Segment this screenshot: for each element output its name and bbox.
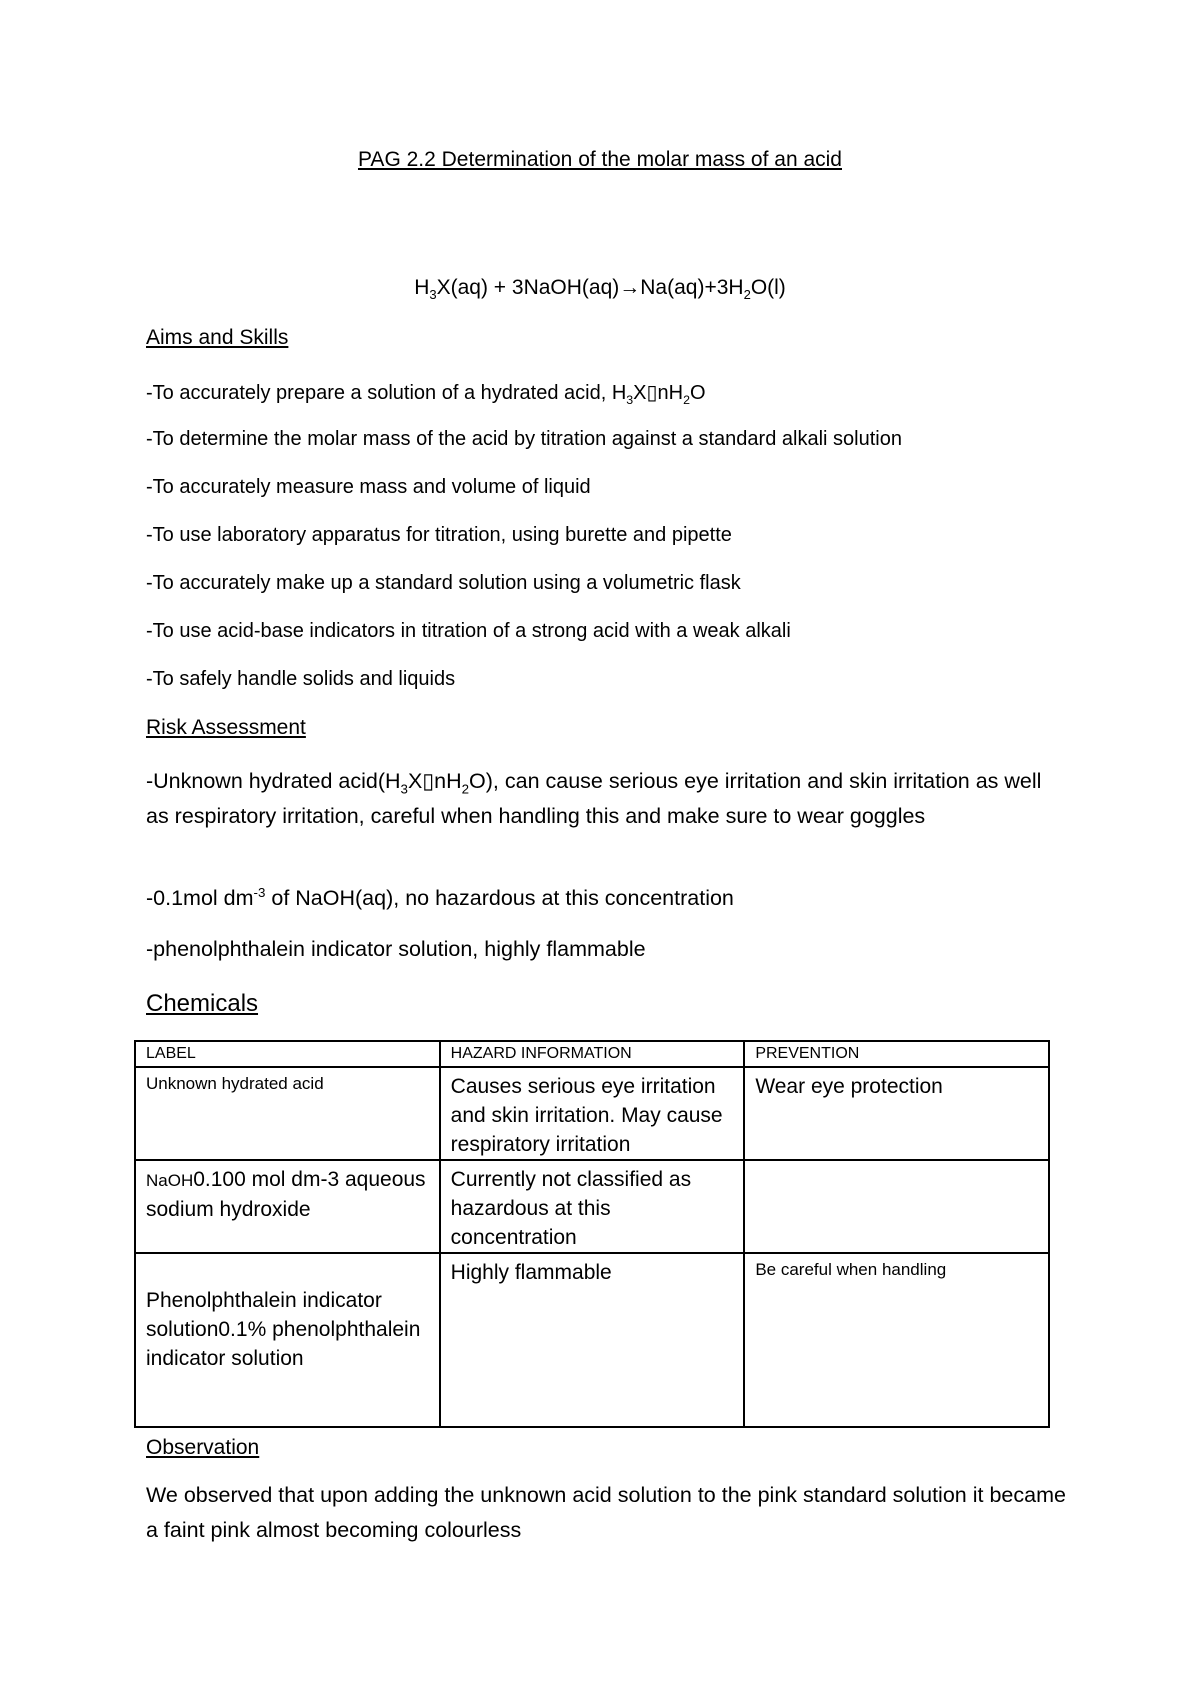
document-title: PAG 2.2 Determination of the molar mass of an acid (357, 148, 842, 171)
column-header: LABEL (135, 1041, 440, 1067)
table-header-row (135, 1041, 1049, 1067)
aim-item: -To use acid-base indicators in titration of a strong acid with a weak alkali (146, 620, 791, 642)
risk-item: -Unknown hydrated $acid(H_3X▯nH_2O)$, can cause serious eye irritation and skin irritation as well as respiratory irritation, careful when handling this and make sure to wear goggles (146, 769, 1042, 828)
table-row (135, 1160, 1049, 1253)
aims-heading: Aims and Skills (146, 326, 289, 349)
risk-item: -phenolphthalein indicator solution, highly flammable (146, 937, 646, 961)
prevention-cell (744, 1160, 1049, 1253)
aim-item: -To accurately measure mass and volume of liquid (146, 476, 591, 498)
aim-item: -To determine the molar mass of the acid by titration against a standard alkali solution (146, 428, 902, 450)
label-cell: Unknown hydrated acid (135, 1067, 440, 1160)
aim-item: -To safely handle solids and liquids (146, 668, 456, 690)
table-row (135, 1253, 1049, 1427)
column-header: HAZARD INFORMATION (440, 1041, 745, 1067)
risk-item: -0.1mol $dm^{-3}$ of NaOH(aq), no hazardous at this concentration (146, 884, 734, 910)
column-header: PREVENTION (744, 1041, 1049, 1067)
observation-text: We observed that upon adding the unknown acid solution to the pink standard solution it became a faint pink almost becoming colourless (146, 1483, 1066, 1542)
label-cell: NaOH0.100 mol dm-3 aqueous sodium hydroxide (135, 1160, 440, 1253)
hazard-cell: Currently not classified as hazardous at this concentration (440, 1160, 745, 1253)
aim-item: -To accurately make up a standard solution using a volumetric flask (146, 572, 741, 594)
hazard-cell: Causes serious eye irritation and skin irritation. May cause respiratory irritation (440, 1067, 745, 1160)
prevention-cell: Wear eye protection (744, 1067, 1049, 1160)
chemicals-heading: Chemicals (146, 990, 259, 1017)
observation-heading: Observation (146, 1436, 260, 1459)
reaction-equation: $H_3X(aq)$ + $3NaOH(aq)\to Na(aq)+3H_2O(l)$ (414, 276, 786, 303)
label-cell: Phenolphthalein indicator solution0.1% phenolphthalein indicator solution (135, 1253, 440, 1427)
risk-heading: Risk Assessment (146, 716, 306, 739)
hazard-cell: Highly flammable (440, 1253, 745, 1427)
aim-item: -To accurately prepare a solution of a hydrated acid, $H_3X▯nH_2O$ (146, 382, 706, 407)
aim-item: -To use laboratory apparatus for titration, using burette and pipette (146, 524, 732, 546)
table-row (135, 1067, 1049, 1160)
chemicals-table (134, 1040, 1050, 1428)
prevention-cell: Be careful when handling (744, 1253, 1049, 1427)
